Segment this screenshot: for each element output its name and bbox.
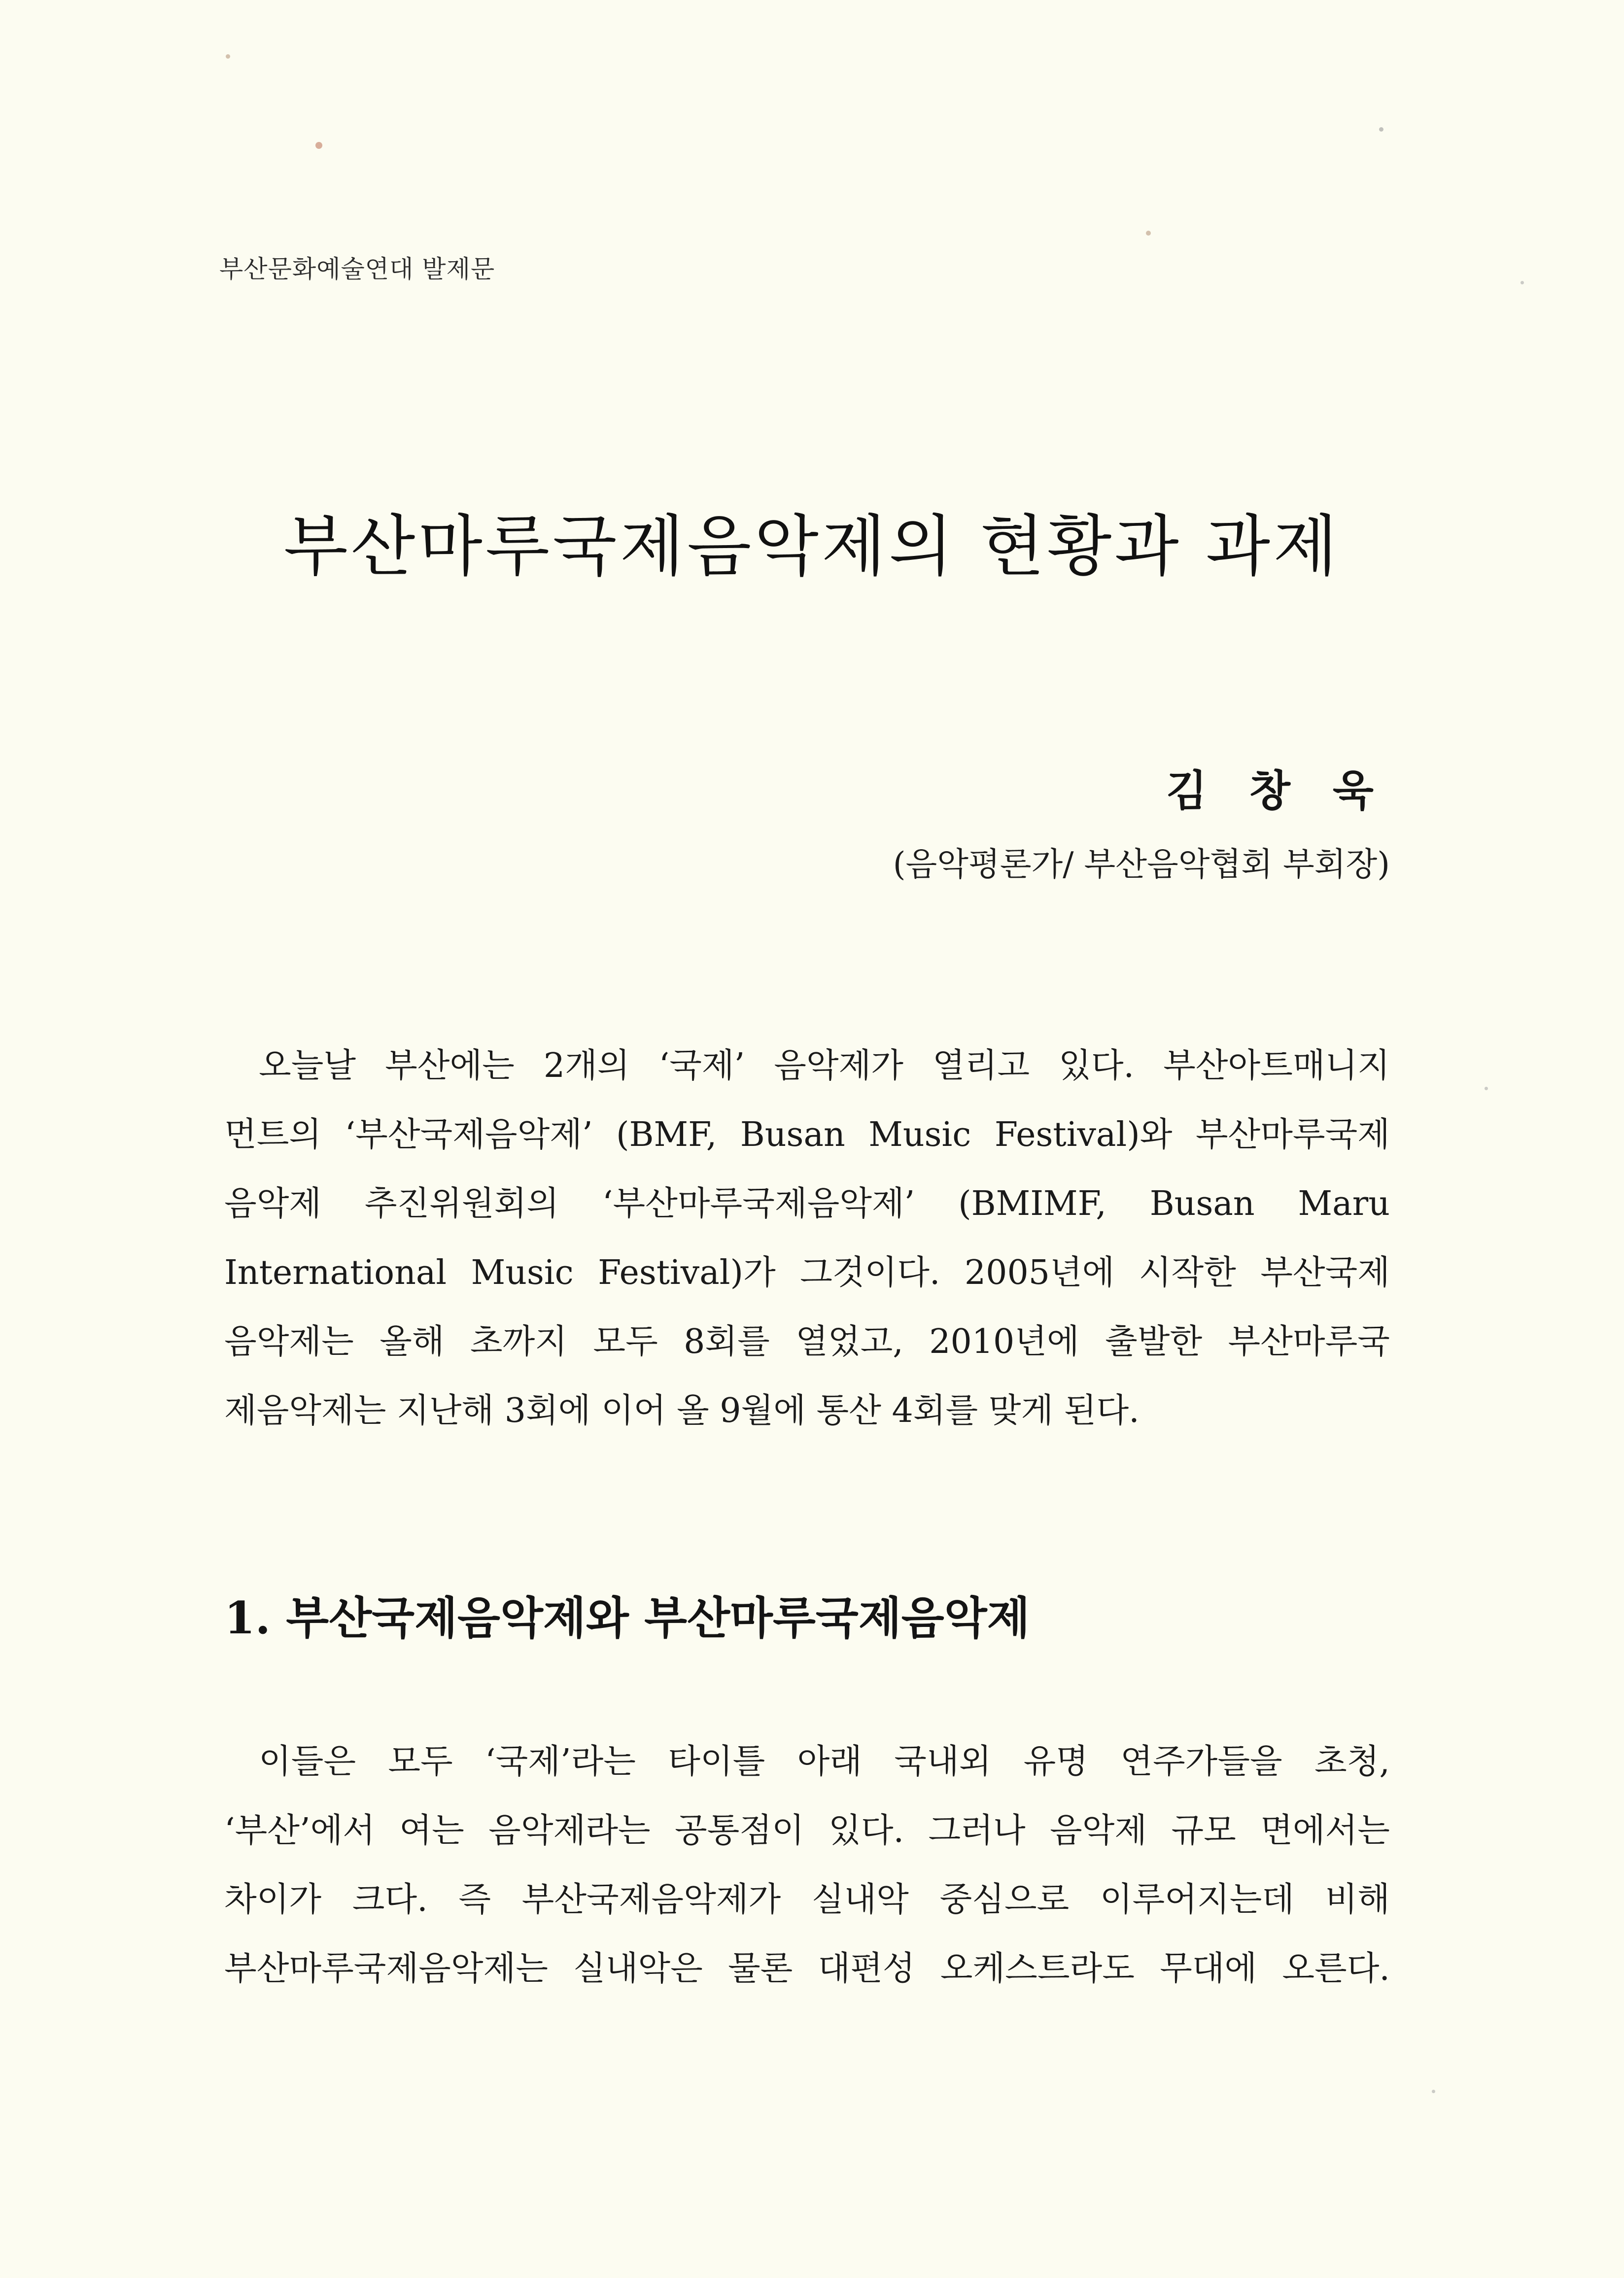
intro-line: 제음악제는 지난해 3회에 이어 올 9월에 통산 4회를 맞게 된다. [224, 1391, 1140, 1430]
section-line: 차이가 크다. 즉 부산국제음악제가 실내악 중심으로 이루어지는데 비해 [224, 1880, 1390, 1919]
intro-line: 음악제는 올해 초까지 모두 8회를 열었고, 2010년에 출발한 부산마루국 [224, 1322, 1390, 1361]
section-heading: 1. 부산국제음악제와 부산마루국제음악제 [224, 1592, 1030, 1644]
scan-speck [1520, 281, 1524, 284]
section-line: 부산마루국제음악제는 실내악은 물론 대편성 오케스트라도 무대에 오른다. [224, 1949, 1390, 1988]
header-label: 부산문화예술연대 발제문 [219, 255, 495, 283]
intro-line: 오늘날 부산에는 2개의 ‘국제’ 음악제가 열리고 있다. 부산아트매니지 [259, 1046, 1390, 1085]
scan-speck [1485, 1087, 1488, 1090]
section-paragraph [224, 1727, 1390, 2003]
scan-speck [1432, 2090, 1435, 2093]
section-line: ‘부산’에서 여는 음악제라는 공통점이 있다. 그러나 음악제 규모 면에서는 [224, 1811, 1390, 1850]
intro-line: 먼트의 ‘부산국제음악제’ (BMF, Busan Music Festival)와 부산마루국제 [224, 1115, 1390, 1154]
scan-speck [226, 54, 230, 59]
intro-line: 음악제 추진위원회의 ‘부산마루국제음악제’ (BMIMF, Busan Maru [224, 1184, 1390, 1223]
intro-line: International Music Festival)가 그것이다. 2005년에 시작한 부산국제 [224, 1253, 1390, 1292]
scan-speck [1379, 127, 1383, 132]
author-affiliation: (음악평론가/ 부산음악협회 부회장) [893, 845, 1390, 883]
section-line: 이들은 모두 ‘국제’라는 타이틀 아래 국내외 유명 연주가들을 초청, [259, 1742, 1390, 1781]
scan-speck [315, 142, 322, 149]
scan-speck [1146, 231, 1151, 236]
intro-paragraph [224, 1032, 1390, 1446]
document-title: 부산마루국제음악제의 현황과 과제 [283, 508, 1341, 585]
author-name: 김 창 욱 [1166, 766, 1387, 816]
